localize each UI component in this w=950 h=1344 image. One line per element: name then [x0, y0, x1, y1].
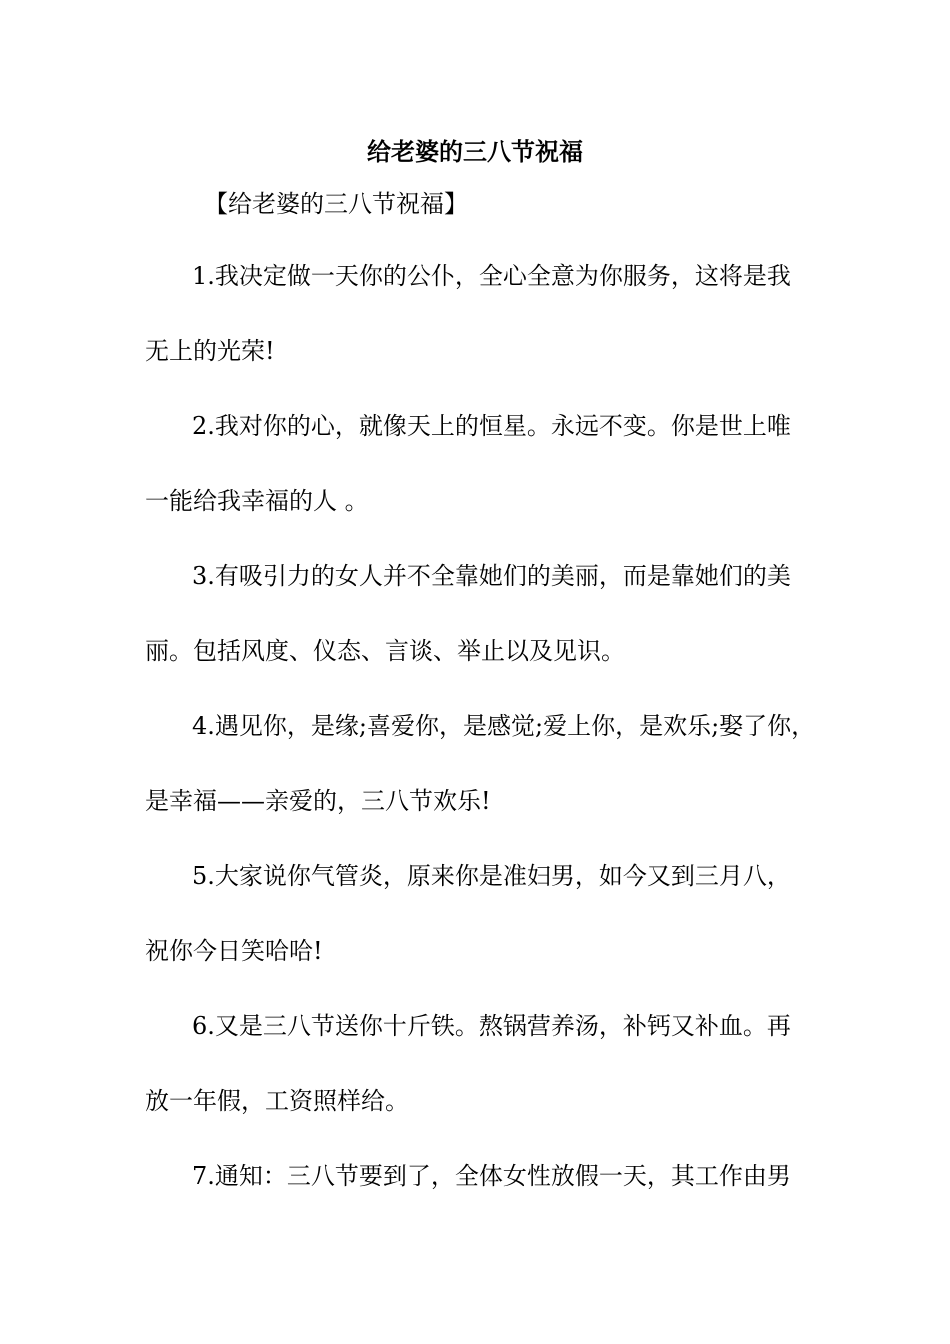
- paragraph-line: 1.我决定做一天你的公仆，全心全意为你服务，这将是我: [192, 262, 791, 290]
- paragraph-line: 丽。包括风度、仪态、言谈、举止以及见识。: [145, 637, 625, 665]
- paragraph-line: 4.遇见你，是缘;喜爱你，是感觉;爱上你，是欢乐;娶了你，: [192, 712, 816, 740]
- document-title: 给老婆的三八节祝福: [367, 138, 583, 166]
- paragraph-line: 无上的光荣!: [145, 337, 275, 365]
- paragraph-line: 一能给我幸福的人 。: [145, 487, 369, 515]
- document-subtitle: 【给老婆的三八节祝福】: [204, 190, 468, 218]
- paragraph-line: 是幸福——亲爱的，三八节欢乐!: [145, 787, 491, 815]
- paragraph-line: 5.大家说你气管炎，原来你是准妇男，如今又到三月八，: [192, 862, 791, 890]
- paragraph-line: 祝你今日笑哈哈!: [145, 937, 323, 965]
- paragraph-line: 2.我对你的心，就像天上的恒星。永远不变。你是世上唯: [192, 412, 791, 440]
- paragraph-line: 3.有吸引力的女人并不全靠她们的美丽，而是靠她们的美: [192, 562, 791, 590]
- paragraph-line: 7.通知：三八节要到了，全体女性放假一天，其工作由男: [192, 1162, 791, 1190]
- paragraph-line: 放一年假，工资照样给。: [145, 1087, 409, 1115]
- paragraph-line: 6.又是三八节送你十斤铁。熬锅营养汤，补钙又补血。再: [192, 1012, 791, 1040]
